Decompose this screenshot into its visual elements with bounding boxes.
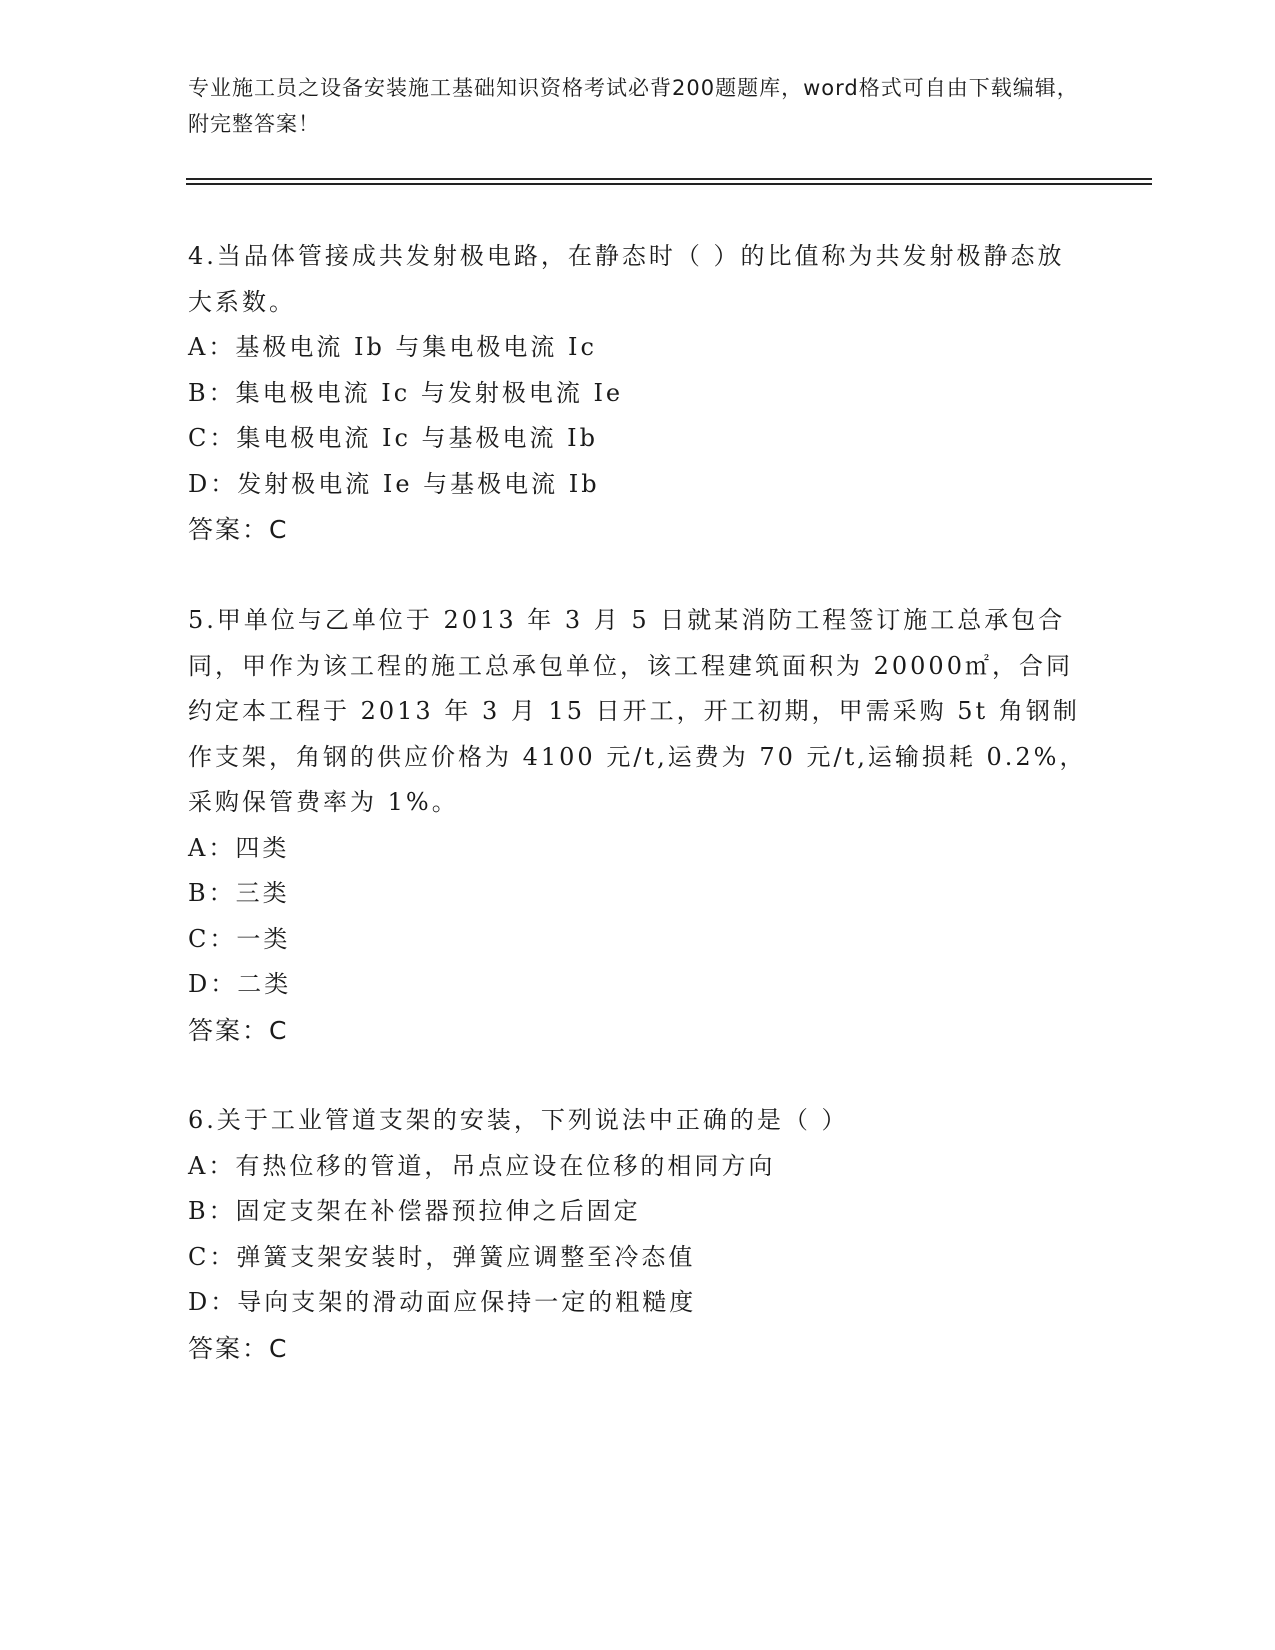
question-stem: 4.当品体管接成共发射极电路，在静态时（ ）的比值称为共发射极静态放大系数。 xyxy=(188,242,1065,316)
answer: 答案：C xyxy=(188,1015,289,1045)
option-a: A：基极电流 Ib 与集电极电流 Ic xyxy=(188,333,597,361)
option-d: D：导向支架的滑动面应保持一定的粗糙度 xyxy=(188,1288,697,1316)
answer: 答案：C xyxy=(188,1333,289,1363)
question-4 xyxy=(188,234,1088,553)
option-d: D：发射极电流 Ie 与基极电流 Ib xyxy=(188,469,600,498)
header-divider-top xyxy=(186,178,1152,180)
question-stem: 5.甲单位与乙单位于 2013 年 3 月 5 日就某消防工程签订施工总承包合同，甲作为该工程的施工总承包单位，该工程建筑面积为 20000㎡，合同约定本工程于 2013 年 3 月 15 日开工，开工初期，甲需采购 5t 角钢制作支架，角钢的供应价格为 4100 元/t,运费为 70 元/t,运输损耗 0.2%，采购保管费率为 1%。 xyxy=(188,606,1087,816)
option-a: A：四类 xyxy=(188,833,290,862)
answer: 答案：C xyxy=(188,515,289,544)
option-d: D：二类 xyxy=(188,970,292,998)
option-b: B：三类 xyxy=(188,879,290,907)
option-a: A：有热位移的管道，吊点应设在位移的相同方向 xyxy=(188,1151,776,1180)
option-b: B：集电极电流 Ic 与发射极电流 Ie xyxy=(188,378,624,407)
option-c: C：弹簧支架安装时，弹簧应调整至冷态值 xyxy=(188,1242,696,1271)
document-header: 专业施工员之设备安装施工基础知识资格考试必背200题题库，word格式可自由下载编辑，附完整答案！ xyxy=(188,76,1079,136)
option-c: C：一类 xyxy=(188,924,291,953)
question-stem: 6.关于工业管道支架的安装，下列说法中正确的是（ ） xyxy=(188,1106,849,1134)
header-divider-bottom xyxy=(186,183,1152,185)
question-5 xyxy=(188,598,1088,1053)
question-6 xyxy=(188,1098,1088,1371)
option-c: C：集电极电流 Ic 与基极电流 Ib xyxy=(188,424,599,452)
option-b: B：固定支架在补偿器预拉伸之后固定 xyxy=(188,1197,641,1225)
